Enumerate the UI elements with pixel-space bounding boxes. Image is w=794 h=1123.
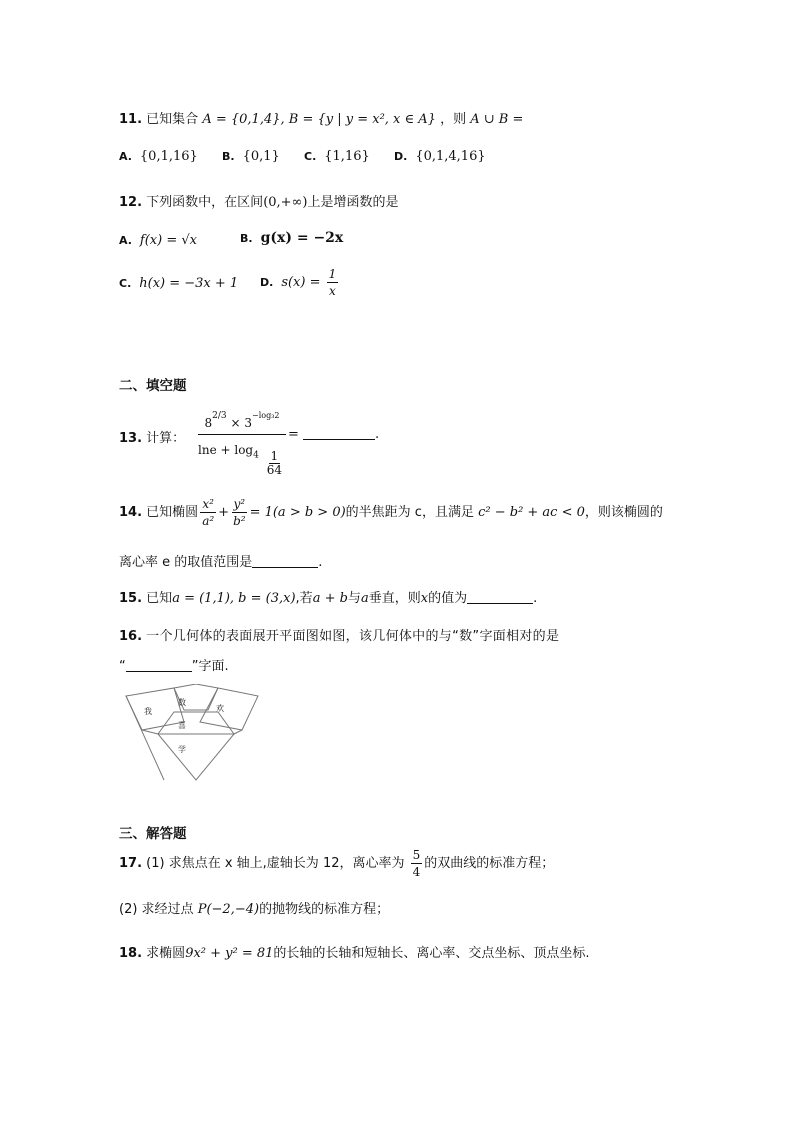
answer-blank[interactable]: [126, 659, 192, 672]
section-title-solve: 三、解答题: [119, 826, 187, 842]
question-number: 16.: [119, 629, 143, 644]
q12-option-a: [119, 233, 197, 248]
answer-blank[interactable]: [467, 591, 533, 604]
set-a: A = {0,1,4}: [202, 112, 281, 127]
question-stem: 已知集合: [146, 112, 199, 127]
question-stem-post: 上是增函数的是: [307, 195, 399, 210]
option-text: {0,1,4,16}: [415, 149, 486, 164]
question-ask: A ∪ B =: [470, 112, 524, 127]
q12-option-d: [260, 266, 340, 299]
face-label-shu: 数: [178, 698, 186, 707]
option-text: h(x) = −3x + 1: [139, 276, 239, 291]
option-text: {1,16}: [324, 149, 370, 164]
q13-answer: = .: [288, 427, 380, 442]
eccentricity-fraction: $\frac{5}{4}$: [412, 848, 421, 879]
question-label: 计算：: [146, 431, 186, 446]
question-15: 15. 已知a = (1,1), b = (3,x),若a + b与a垂直，则x的值为 .: [119, 591, 538, 606]
face-xue: [158, 734, 234, 780]
question-number: 13.: [119, 431, 143, 446]
question-stem: 下列函数中，在区间: [146, 195, 264, 210]
question-14: 14. 已知椭圆 $\frac{\text{x²}}{\text{a²}}$ + $\frac{\text{y²}}{\text{b²}}$ = 1(a > b > 0)的半焦距为 c，且满足 c² − b² + ac < 0，则该椭圆的: [119, 497, 663, 528]
q12-option-b: [240, 230, 343, 246]
face-wo: [126, 688, 184, 730]
q13-denominator: $\ln e + \log_4$ $\frac{1}{64}$: [198, 443, 282, 477]
face-label-xi: 喜: [178, 721, 186, 730]
question-14-line2: 离心率 e 的取值范围是 .: [119, 555, 323, 570]
fraction-y: $\frac{\text{y²}}{\text{b²}}$: [233, 497, 246, 528]
option-key: B.: [222, 150, 235, 163]
option-key: A.: [119, 150, 132, 163]
net-figure: [122, 684, 262, 784]
question-number: 17.: [119, 856, 143, 871]
answer-blank[interactable]: [303, 427, 375, 440]
face-label-huan: 欢: [216, 704, 224, 713]
q13-fraction: [198, 400, 286, 477]
option-key: A.: [119, 234, 132, 247]
question-number: 12.: [119, 195, 143, 210]
option-text: {0,1}: [242, 149, 280, 164]
option-key: D.: [260, 276, 274, 289]
option-key: C.: [119, 277, 132, 290]
q11-option-b: [222, 149, 280, 164]
question-11: [119, 108, 523, 127]
option-text: s(x) =: [281, 275, 325, 290]
option-key: B.: [240, 232, 253, 245]
option-text: {0,1,16}: [139, 149, 198, 164]
face-label-xue: 学: [178, 745, 186, 754]
section-title-fill-blank: 二、填空题: [119, 378, 187, 394]
question-16: 16. 一个几何体的表面展开平面图如图，该几何体中的与“数”字面相对的是: [119, 629, 560, 644]
question-stem-post: ，则: [440, 112, 467, 127]
face-xi: [158, 712, 234, 734]
q12-option-c: [119, 276, 238, 291]
q11-option-c: [304, 149, 370, 164]
set-b: , B = {y | y = x², x ∈ A}: [280, 112, 436, 127]
fraction-x: $\frac{\text{x²}}{\text{a²}}$: [202, 497, 215, 528]
question-18: 18. 求椭圆9x² + y² = 81的长轴的长轴和短轴长、离心率、交点坐标、顶点坐标.: [119, 946, 590, 961]
question-number: 14.: [119, 505, 143, 520]
fraction-denominator: x: [329, 284, 336, 298]
q13-numerator: $8^{2/3} \times 3^{-log_32}$: [198, 400, 286, 435]
question-16-line2: “ ”字面.: [119, 659, 229, 674]
question-17-part2: (2) 求经过点 P(−2,−4)的抛物线的标准方程；: [119, 902, 390, 917]
question-17: 17. (1) 求焦点在 x 轴上,虚轴长为 12，离心率为 $\frac{5}{4}$ 的双曲线的标准方程；: [119, 848, 555, 879]
option-key: D.: [394, 150, 408, 163]
option-text: g(x) = −2x: [260, 230, 344, 246]
fraction-numerator: 1: [328, 267, 337, 281]
question-13: [119, 427, 185, 446]
q11-option-d: [394, 149, 486, 164]
question-number: 11.: [119, 112, 143, 127]
q11-option-a: [119, 149, 198, 164]
face-label-wo: 我: [144, 707, 152, 716]
question-number: 15.: [119, 591, 143, 606]
question-12: [119, 191, 398, 210]
question-number: 18.: [119, 946, 143, 961]
option-fraction: [327, 266, 339, 299]
interval: (0,+∞): [263, 195, 308, 210]
option-text: f(x) = √x: [139, 233, 197, 248]
answer-blank[interactable]: [252, 555, 318, 568]
option-key: C.: [304, 150, 317, 163]
